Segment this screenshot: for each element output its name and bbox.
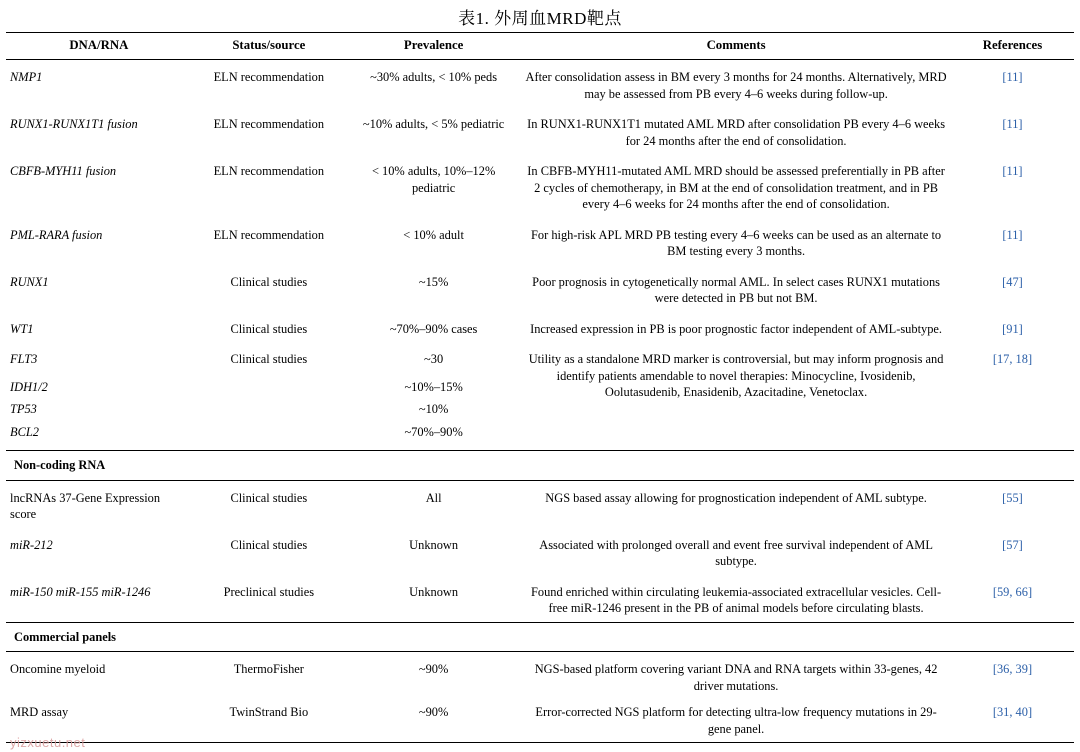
table-row (6, 60, 1074, 108)
header-row (6, 33, 1074, 60)
cell-status: Clinical studies (230, 321, 308, 336)
cell-gene: PML-RARA fusion (10, 227, 103, 242)
cell-prevalence: All (425, 490, 442, 505)
reference-link[interactable]: [11] (1002, 117, 1023, 131)
cell-status: Clinical studies (230, 537, 308, 552)
table-title: 表1. 外周血MRD靶点 (458, 9, 622, 28)
cell-gene: MRD assay (10, 705, 69, 719)
cell-gene: FLT3 (10, 352, 38, 366)
cell-status: Clinical studies (230, 352, 308, 366)
table-bottom-rule (6, 742, 1074, 743)
cell-gene: RUNX1-RUNX1T1 fusion (10, 117, 138, 131)
cell-references[interactable] (951, 154, 1074, 218)
table-row (6, 575, 1074, 623)
cell-comments: Utility as a standalone MRD marker is controversial, but may inform prognosis and identify patients amendable to novel therapies: Minocycline, Ivosidenib, Oolutasudenib, Enasidenib, Azacitadine, Venetoclax. (528, 352, 944, 399)
cell-gene: CBFB-MYH11 fusion (10, 164, 117, 178)
reference-link[interactable]: [55] (1002, 490, 1023, 505)
table-row (6, 652, 1074, 700)
cell-references (951, 395, 1074, 418)
cell-comments: Associated with prolonged overall and event free survival independent of AML subtype. (539, 537, 933, 568)
table-row (6, 699, 1074, 742)
cell-gene: BCL2 (10, 424, 39, 439)
cell-status: TwinStrand Bio (229, 705, 309, 719)
cell-references[interactable] (951, 60, 1074, 108)
cell-prevalence: ~90% (418, 705, 449, 719)
cell-gene: lncRNAs 37-Gene Expression score (10, 490, 161, 521)
reference-link[interactable]: [17, 18] (992, 352, 1033, 366)
cell-prevalence: ~10%–15% (404, 379, 463, 394)
cell-gene: IDH1/2 (10, 379, 48, 394)
cell-prevalence: Unknown (409, 584, 459, 599)
reference-link[interactable]: [11] (1002, 227, 1023, 242)
cell-references[interactable] (951, 480, 1074, 528)
section-header-commercial-panels (6, 622, 1074, 652)
cell-comments: For high-risk APL MRD PB testing every 4–6 weeks can be used as an alternate to BM testing every 3 months. (531, 227, 942, 258)
table-body (6, 60, 1074, 743)
table-row (6, 107, 1074, 154)
watermark: yizxuetu.net (10, 735, 86, 750)
reference-link[interactable]: [59, 66] (992, 584, 1033, 599)
column-header-references: References (951, 33, 1074, 60)
cell-comments: NGS-based platform covering variant DNA and RNA targets within 33-genes, 42 driver mutations. (534, 662, 938, 693)
reference-link[interactable]: [47] (1002, 274, 1023, 289)
cell-references[interactable] (951, 699, 1074, 742)
cell-references[interactable] (951, 107, 1074, 154)
table-row (6, 528, 1074, 575)
cell-status (192, 373, 346, 396)
section-header-noncoding-rna (6, 451, 1074, 481)
cell-references[interactable] (951, 652, 1074, 700)
cell-references[interactable] (951, 528, 1074, 575)
cell-prevalence: ~30% adults, < 10% peds (370, 70, 498, 84)
cell-comments: NGS based assay allowing for prognostication independent of AML subtype. (545, 490, 927, 505)
cell-references[interactable] (951, 218, 1074, 265)
cell-status: Preclinical studies (223, 584, 315, 599)
cell-references (951, 418, 1074, 451)
cell-comments: In CBFB-MYH11-mutated AML MRD should be assessed preferentially in PB after 2 cycles of chemotherapy, in BM at the end of consolidation treatment, and in PB every 4–6 weeks for 24 months after the end of consolidation. (527, 164, 945, 211)
cell-prevalence: ~15% (418, 274, 449, 289)
cell-prevalence: ~90% (418, 662, 449, 676)
cell-comments: After consolidation assess in BM every 3 months for 24 months. Alternatively, MRD may be assessed from PB every 4–6 weeks during follow-up. (525, 70, 947, 101)
cell-status: Clinical studies (230, 274, 308, 289)
column-header-status: Status/source (192, 33, 346, 60)
mrd-targets-table (6, 32, 1074, 742)
cell-gene: TP53 (10, 402, 37, 416)
section-label: Commercial panels (6, 622, 1074, 652)
section-label: Non-coding RNA (6, 451, 1074, 481)
cell-status (192, 418, 346, 451)
cell-gene: NMP1 (10, 70, 43, 84)
cell-comments: Poor prognosis in cytogenetically normal AML. In select cases RUNX1 mutations were detected in PB but not BM. (532, 274, 940, 305)
table-row (6, 312, 1074, 343)
cell-references[interactable] (951, 575, 1074, 623)
column-header-prevalence: Prevalence (346, 33, 521, 60)
reference-link[interactable]: [11] (1002, 164, 1023, 178)
column-header-comments: Comments (521, 33, 951, 60)
table-row (6, 342, 1074, 373)
reference-link[interactable]: [11] (1002, 70, 1023, 84)
cell-prevalence: ~10% adults, < 5% pediatric (362, 117, 505, 131)
table-row (6, 218, 1074, 265)
cell-gene: WT1 (10, 321, 34, 336)
cell-gene: miR-150 miR-155 miR-1246 (10, 584, 151, 599)
cell-prevalence: ~10% (418, 402, 449, 416)
cell-references[interactable] (951, 342, 1074, 373)
cell-references (951, 373, 1074, 396)
cell-status: ThermoFisher (233, 662, 304, 676)
table-row (6, 154, 1074, 218)
cell-references[interactable] (951, 265, 1074, 312)
cell-gene: RUNX1 (10, 274, 49, 289)
reference-link[interactable]: [91] (1002, 321, 1023, 336)
cell-prevalence: ~70%–90% cases (389, 321, 478, 336)
table-row (6, 265, 1074, 312)
column-header-gene: DNA/RNA (6, 33, 192, 60)
reference-link[interactable]: [36, 39] (992, 662, 1033, 676)
cell-status: ELN recommendation (213, 70, 325, 84)
reference-link[interactable]: [31, 40] (992, 705, 1033, 719)
cell-status: ELN recommendation (213, 164, 325, 178)
cell-gene: Oncomine myeloid (10, 662, 106, 676)
cell-comments: Increased expression in PB is poor prognostic factor independent of AML-subtype. (530, 321, 943, 336)
cell-status: ELN recommendation (213, 117, 325, 131)
cell-prevalence: Unknown (409, 537, 459, 552)
cell-gene: miR-212 (10, 537, 53, 552)
cell-status: Clinical studies (230, 490, 308, 505)
reference-link[interactable]: [57] (1002, 537, 1023, 552)
cell-prevalence: ~70%–90% (404, 424, 463, 439)
table-row (6, 480, 1074, 528)
cell-prevalence: ~30 (424, 352, 444, 366)
cell-comments: Error-corrected NGS platform for detecting ultra-low frequency mutations in 29-gene panel. (535, 705, 937, 736)
table-header (6, 33, 1074, 60)
cell-comments: In RUNX1-RUNX1T1 mutated AML MRD after consolidation PB every 4–6 weeks for 24 months after the end of consolidation. (527, 117, 946, 148)
cell-references[interactable] (951, 312, 1074, 343)
cell-status: ELN recommendation (213, 227, 325, 242)
cell-prevalence: < 10% adults, 10%–12% pediatric (371, 164, 496, 195)
cell-comments: Found enriched within circulating leukemia-associated extracellular vesicles. Cell-free miR-1246 present in the PB of animal models before circulating blasts. (531, 584, 942, 615)
cell-status (192, 395, 346, 418)
cell-prevalence: < 10% adult (403, 227, 464, 242)
